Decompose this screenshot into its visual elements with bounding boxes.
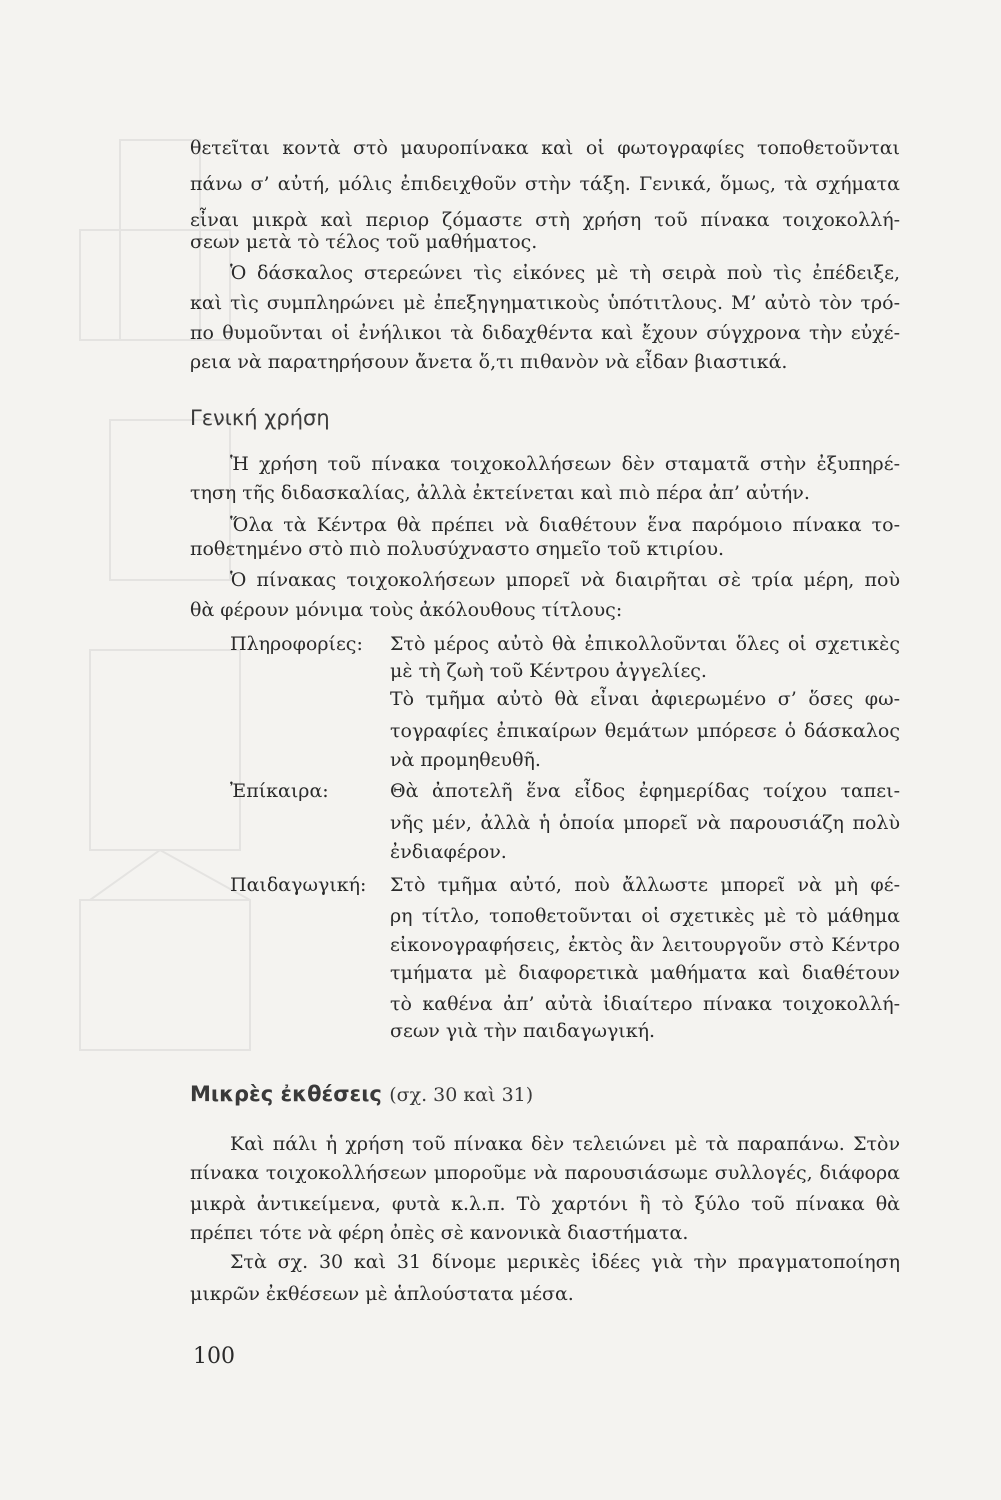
term-pedagogy-line-1: Στὸ τμῆμα αὐτό, ποὺ ἄλλωστε μπορεῖ νὰ μὴ φέ- bbox=[390, 874, 900, 896]
paragraph-2-line-3: πο θυμοῦνται οἱ ἐνήλικοι τὰ διδαχθέντα καὶ ἔχουν σύγχρονα τὴν εὐχέ- bbox=[190, 322, 900, 344]
paragraph-6-line-4: πρέπει τότε νὰ φέρη ὀπὲς σὲ κανονικὰ διαστήματα. bbox=[190, 1222, 689, 1244]
paragraph-3-line-1: Ἡ χρήση τοῦ πίνακα τοιχοκολλήσεων δὲν σταματᾶ στὴν ἐξυπηρέ- bbox=[230, 453, 900, 475]
section-heading-small-exhibitions bbox=[190, 1080, 533, 1109]
term-current-affairs-line-1: Θὰ ἀποτελῆ ἕνα εἶδος ἐφημερίδας τοίχου ταπει- bbox=[390, 780, 900, 802]
paragraph-7-line-1: Στὰ σχ. 30 καὶ 31 δίνομε μερικὲς ἰδέες γιὰ τὴν πραγματοποίηση bbox=[230, 1251, 900, 1273]
term-information: Πληροφορίες: bbox=[230, 633, 363, 655]
term-current-affairs-line-3: ἐνδιαφέρον. bbox=[390, 841, 507, 863]
paragraph-6-line-1: Καὶ πάλι ἡ χρήση τοῦ πίνακα δὲν τελειώνει μὲ τὰ παραπάνω. Στὸν bbox=[230, 1133, 900, 1155]
paragraph-4-line-1: Ὅλα τὰ Κέντρα θὰ πρέπει νὰ διαθέτουν ἕνα παρόμοιο πίνακα το- bbox=[230, 514, 900, 536]
paragraph-2-line-4: ρεια νὰ παρατηρήσουν ἄνετα ὅ,τι πιθανὸν νὰ εἶδαν βιαστικά. bbox=[190, 351, 788, 373]
term-current-affairs-line-2: νῆς μέν, ἀλλὰ ἡ ὁποία μπορεῖ νὰ παρουσιάζη πολὺ bbox=[390, 812, 900, 834]
paragraph-3-line-2: τηση τῆς διδασκαλίας, ἀλλὰ ἐκτείνεται καὶ πιὸ πέρα ἀπ’ αὐτήν. bbox=[190, 482, 810, 504]
term-information-line-3: Τὸ τμῆμα αὐτὸ θὰ εἶναι ἀφιερωμένο σ’ ὅσες φω- bbox=[390, 688, 900, 710]
term-pedagogy-line-5: τὸ καθένα ἀπ’ αὐτὰ ἰδιαίτερο πίνακα τοιχοκολλή- bbox=[390, 993, 900, 1015]
paragraph-1-line-1: θετεῖται κοντὰ στὸ μαυροπίνακα καὶ οἱ φωτογραφίες τοποθετοῦνται bbox=[190, 137, 900, 159]
term-pedagogy-line-3: εἰκονογραφήσεις, ἐκτὸς ἂν λειτουργοῦν στὸ Κέντρο bbox=[390, 934, 900, 956]
section-heading-figure-reference: (σχ. 30 καὶ 31) bbox=[389, 1084, 534, 1106]
page-number: 100 bbox=[193, 1344, 235, 1369]
paragraph-2-line-2: καὶ τὶς συμπληρώνει μὲ ἐπεξηγηματικοὺς ὑπότιτλους. Μ’ αὐτὸ τὸν τρό- bbox=[190, 292, 900, 314]
term-information-line-5: νὰ προμηθευθῆ. bbox=[390, 749, 541, 771]
section-heading-small-exhibitions-title: Μικρὲς ἐκθέσεις bbox=[190, 1082, 382, 1106]
term-pedagogy-line-4: τμήματα μὲ διαφορετικὰ μαθήματα καὶ διαθέτουν bbox=[390, 962, 900, 984]
paragraph-4-line-2: ποθετημένο στὸ πιὸ πολυσύχναστο σημεῖο τοῦ κτιρίου. bbox=[190, 538, 725, 560]
paragraph-6-line-2: πίνακα τοιχοκολλήσεων μποροῦμε νὰ παρουσιάσωμε συλλογές, διάφορα bbox=[190, 1162, 900, 1184]
term-current-affairs: Ἐπίκαιρα: bbox=[230, 780, 329, 802]
paragraph-7-line-2: μικρῶν ἐκθέσεων μὲ ἁπλούστατα μέσα. bbox=[190, 1283, 574, 1305]
term-pedagogy-line-2: ρη τίτλο, τοποθετοῦνται οἱ σχετικὲς μὲ τὸ μάθημα bbox=[390, 905, 900, 927]
paragraph-1-line-2: πάνω σ’ αὐτή, μόλις ἐπιδειχθοῦν στὴν τάξη. Γενικά, ὅμως, τὰ σχήματα bbox=[190, 173, 900, 195]
term-pedagogy: Παιδαγωγική: bbox=[230, 874, 367, 896]
paragraph-2-line-1: Ὁ δάσκαλος στερεώνει τὶς εἰκόνες μὲ τὴ σειρὰ ποὺ τὶς ἐπέδειξε, bbox=[230, 262, 900, 284]
paragraph-5-line-2: θὰ φέρουν μόνιμα τοὺς ἀκόλουθους τίτλους: bbox=[190, 599, 623, 621]
term-information-line-1: Στὸ μέρος αὐτὸ θὰ ἐπικολλοῦνται ὅλες οἱ σχετικὲς bbox=[390, 633, 900, 655]
term-information-line-2: μὲ τὴ ζωὴ τοῦ Κέντρου ἀγγελίες. bbox=[390, 660, 707, 682]
term-pedagogy-line-6: σεων γιὰ τὴν παιδαγωγική. bbox=[390, 1020, 656, 1042]
paragraph-5-line-1: Ὁ πίνακας τοιχοκολήσεων μπορεῖ νὰ διαιρῆται σὲ τρία μέρη, ποὺ bbox=[230, 569, 900, 591]
term-information-line-4: τογραφίες ἐπικαίρων θεμάτων μπόρεσε ὁ δάσκαλος bbox=[390, 720, 900, 742]
paragraph-6-line-3: μικρὰ ἀντικείμενα, φυτὰ κ.λ.π. Τὸ χαρτόνι ἢ τὸ ξύλο τοῦ πίνακα θὰ bbox=[190, 1193, 900, 1215]
paragraph-1-line-4: σεων μετὰ τὸ τέλος τοῦ μαθήματος. bbox=[190, 231, 538, 253]
section-heading-general-use: Γενική χρήση bbox=[190, 406, 330, 430]
paragraph-1-line-3: εἶναι μικρὰ καὶ περιορ ζόμαστε στὴ χρήση τοῦ πίνακα τοιχοκολλή- bbox=[190, 209, 900, 231]
